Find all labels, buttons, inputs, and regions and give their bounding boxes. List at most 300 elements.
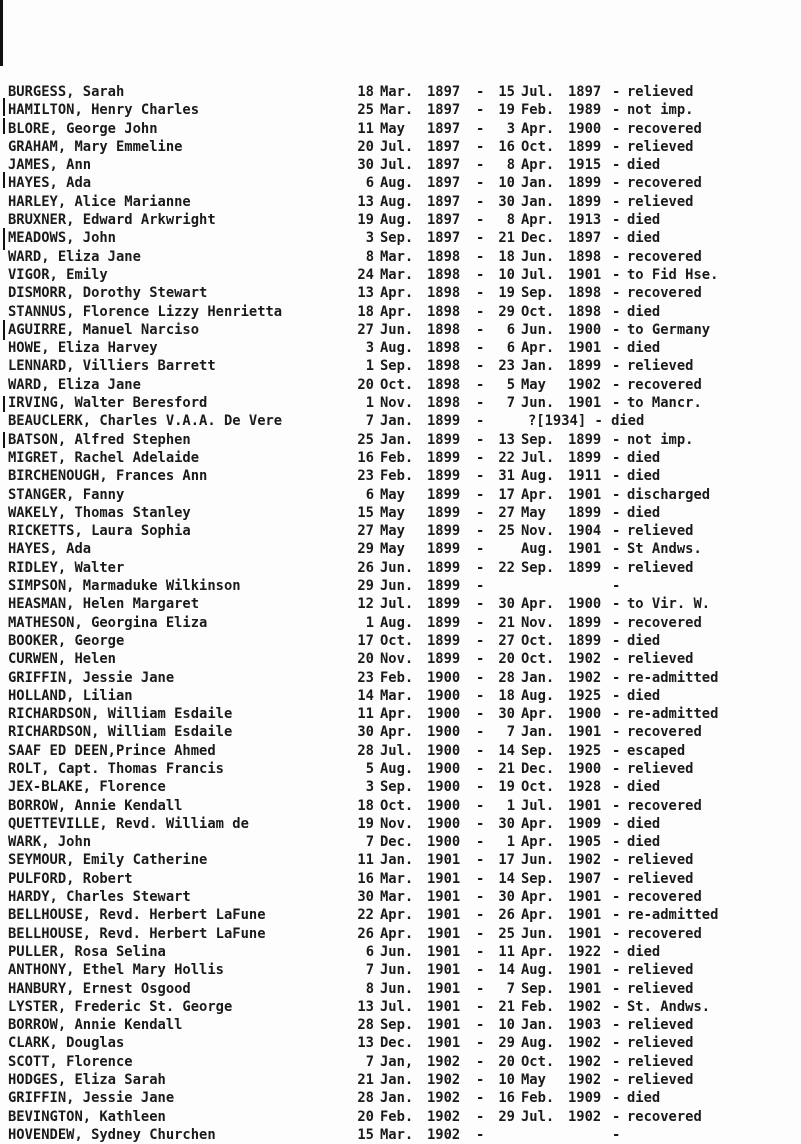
discharge-month: Jun. <box>521 852 555 869</box>
admit-month: May <box>380 486 405 503</box>
patient-name: BORROW, Annie Kendall <box>8 797 183 814</box>
admit-day: 15 <box>357 1126 374 1143</box>
discharge-day: 17 <box>498 486 515 503</box>
outcome-dash: - <box>612 742 621 759</box>
date-range-dash: - <box>476 797 485 814</box>
admit-year: 1901 <box>427 925 461 942</box>
discharge-day: 23 <box>498 358 515 375</box>
discharge-year: 1899 <box>568 431 602 448</box>
table-row <box>0 980 801 998</box>
admit-month: Mar. <box>380 266 414 283</box>
date-range-dash: - <box>476 943 485 960</box>
admit-year: 1899 <box>427 614 461 631</box>
admit-month: Jul. <box>380 596 414 613</box>
discharge-year: 1901 <box>568 962 602 979</box>
discharge-year: 1899 <box>568 614 602 631</box>
date-range-dash: - <box>476 157 485 174</box>
admit-month: Feb. <box>380 449 414 466</box>
admit-month: Sep. <box>380 1017 414 1034</box>
discharge-year: 1902 <box>568 998 602 1015</box>
admit-month: Sep. <box>380 779 414 796</box>
patient-name: SCOTT, Florence <box>8 1053 133 1070</box>
admit-year: 1900 <box>427 797 461 814</box>
discharge-month: Oct. <box>521 632 555 649</box>
table-row <box>0 559 801 577</box>
discharge-year: 1899 <box>568 449 602 466</box>
table-row <box>0 504 801 522</box>
table-row <box>0 595 801 613</box>
patient-name: BEVINGTON, Kathleen <box>8 1108 166 1125</box>
outcome-note: died <box>627 504 661 521</box>
table-row <box>0 760 801 778</box>
discharge-day: 14 <box>498 962 515 979</box>
discharge-year: 1901 <box>568 907 602 924</box>
table-row <box>0 284 801 302</box>
admit-day: 20 <box>357 376 374 393</box>
discharge-month: Jul. <box>521 797 555 814</box>
outcome-note: to Mancr. <box>627 395 702 412</box>
patient-name: GRIFFIN, Jessie Jane <box>8 669 175 686</box>
admit-month: Aug. <box>380 193 414 210</box>
date-range-dash: - <box>476 102 485 119</box>
discharge-day: 20 <box>498 1053 515 1070</box>
outcome-note: recovered <box>627 285 702 302</box>
outcome-note: relieved <box>627 852 694 869</box>
outcome-note: recovered <box>627 614 702 631</box>
admit-day: 11 <box>357 852 374 869</box>
register-table <box>0 83 801 1144</box>
patient-name: BURGESS, Sarah <box>8 84 125 100</box>
discharge-month: Sep. <box>521 285 555 302</box>
outcome-note: relieved <box>627 1017 694 1034</box>
date-range-dash: - <box>476 303 485 320</box>
patient-name: HAYES, Ada <box>8 541 92 558</box>
discharge-day: 1 <box>506 834 515 851</box>
outcome-note: relieved <box>627 523 694 540</box>
discharge-year: 1913 <box>568 212 602 229</box>
table-row <box>0 1034 801 1052</box>
discharge-year: 1901 <box>568 266 602 283</box>
discharge-day: 10 <box>498 266 515 283</box>
discharge-day: 29 <box>498 1035 515 1052</box>
admit-year: 1899 <box>427 651 461 668</box>
admit-day: 28 <box>357 1017 374 1034</box>
admit-month: Jan, <box>380 1053 414 1070</box>
admit-month: Jan. <box>380 1072 414 1089</box>
outcome-note: died <box>627 779 661 796</box>
outcome-dash: - <box>612 614 621 631</box>
patient-name: LYSTER, Frederic St. George <box>8 998 233 1015</box>
discharge-year: 1905 <box>568 834 602 851</box>
discharge-year: 1900 <box>568 596 602 613</box>
date-range-dash: - <box>476 834 485 851</box>
admit-day: 6 <box>365 486 374 503</box>
scan-edge-mark-top <box>0 0 3 66</box>
outcome-dash: - <box>612 943 621 960</box>
discharge-year: 1901 <box>568 980 602 997</box>
discharge-month: Jun. <box>521 248 555 265</box>
outcome-note: recovered <box>627 925 702 942</box>
outcome-note: relieved <box>627 358 694 375</box>
discharge-month: Feb. <box>521 102 555 119</box>
discharge-month: Aug. <box>521 962 555 979</box>
outcome-note: recovered <box>627 889 702 906</box>
discharge-day: 6 <box>506 321 515 338</box>
admit-day: 1 <box>365 614 374 631</box>
outcome-dash: - <box>612 175 621 192</box>
discharge-year: 1899 <box>568 193 602 210</box>
outcome-note: died <box>627 468 661 485</box>
discharge-day: 10 <box>498 1072 515 1089</box>
outcome-note: recovered <box>627 797 702 814</box>
discharge-year: 1901 <box>568 797 602 814</box>
outcome-note: to Germany <box>627 321 711 338</box>
outcome-note: St. Andws. <box>627 998 711 1015</box>
discharge-month: Jun. <box>521 321 555 338</box>
table-row <box>0 266 801 284</box>
discharge-day: 19 <box>498 779 515 796</box>
table-row <box>0 101 801 119</box>
discharge-day: 25 <box>498 523 515 540</box>
outcome-dash: - <box>612 1090 621 1107</box>
discharge-month: Apr. <box>521 834 555 851</box>
date-range-dash: - <box>476 632 485 649</box>
discharge-month: Apr. <box>521 157 555 174</box>
date-range-dash: - <box>476 1053 485 1070</box>
table-row <box>0 577 801 595</box>
admit-month: Jun. <box>380 321 414 338</box>
outcome-note: relieved <box>627 559 694 576</box>
patient-name: MIGRET, Rachel Adelaide <box>8 449 200 466</box>
admit-day: 17 <box>357 632 374 649</box>
date-range-dash: - <box>476 1090 485 1107</box>
date-range-dash: - <box>476 230 485 247</box>
admit-day: 7 <box>365 962 374 979</box>
patient-name: HEASMAN, Helen Margaret <box>8 596 200 613</box>
admit-year: 1899 <box>427 632 461 649</box>
patient-name: BORROW, Annie Kendall <box>8 1017 183 1034</box>
discharge-year: 1901 <box>568 395 602 412</box>
discharge-day: 20 <box>498 651 515 668</box>
admit-month: Jun. <box>380 559 414 576</box>
discharge-day: 1 <box>506 797 515 814</box>
patient-name: HARLEY, Alice Marianne <box>8 193 191 210</box>
discharge-year: 1902 <box>568 1035 602 1052</box>
date-range-dash: - <box>476 431 485 448</box>
date-range-dash: - <box>476 468 485 485</box>
discharge-month: Apr. <box>521 340 555 357</box>
discharge-day: 3 <box>506 120 515 137</box>
admit-month: Nov. <box>380 395 414 412</box>
admit-month: Mar. <box>380 687 414 704</box>
discharge-day: 26 <box>498 907 515 924</box>
discharge-month: Dec. <box>521 230 555 247</box>
date-range-dash: - <box>476 980 485 997</box>
table-row <box>0 376 801 394</box>
admit-year: 1900 <box>427 760 461 777</box>
outcome-note: relieved <box>627 651 694 668</box>
discharge-day: 30 <box>498 815 515 832</box>
date-range-dash: - <box>476 596 485 613</box>
outcome-note: died <box>627 157 661 174</box>
admit-month: Jun. <box>380 980 414 997</box>
admit-day: 7 <box>365 413 374 430</box>
table-row <box>0 925 801 943</box>
table-row <box>0 248 801 266</box>
admit-day: 16 <box>357 870 374 887</box>
admit-year: 1901 <box>427 852 461 869</box>
patient-name: BELLHOUSE, Revd. Herbert LaFune <box>8 925 266 942</box>
table-row <box>0 431 801 449</box>
discharge-year: 1900 <box>568 760 602 777</box>
patient-name: WARD, Eliza Jane <box>8 376 141 393</box>
table-row <box>0 467 801 485</box>
date-range-dash: - <box>476 925 485 942</box>
discharge-year: 1922 <box>568 943 602 960</box>
discharge-month: Jan. <box>521 669 555 686</box>
outcome-note: discharged <box>627 486 711 503</box>
discharge-month: Sep. <box>521 742 555 759</box>
outcome-dash: - <box>612 212 621 229</box>
date-range-dash: - <box>476 962 485 979</box>
patient-name: HAYES, Ada <box>8 175 92 192</box>
discharge-month: Nov. <box>521 523 555 540</box>
date-range-dash: - <box>476 449 485 466</box>
admit-day: 29 <box>357 578 374 595</box>
discharge-year: 1901 <box>568 340 602 357</box>
discharge-day: 30 <box>498 596 515 613</box>
admit-year: 1898 <box>427 248 461 265</box>
admit-day: 28 <box>357 742 374 759</box>
discharge-day: 17 <box>498 852 515 869</box>
admit-day: 7 <box>365 834 374 851</box>
date-range-dash: - <box>476 578 485 595</box>
outcome-dash: - <box>612 449 621 466</box>
patient-name: HAMILTON, Henry Charles <box>8 102 200 119</box>
admit-month: Aug. <box>380 760 414 777</box>
outcome-dash: - <box>612 724 621 741</box>
outcome-dash: - <box>612 1035 621 1052</box>
patient-name: BATSON, Alfred Stephen <box>8 431 191 448</box>
admit-year: 1899 <box>427 449 461 466</box>
discharge-year: 1904 <box>568 523 602 540</box>
outcome-note: relieved <box>627 760 694 777</box>
admit-day: 13 <box>357 1035 374 1052</box>
outcome-dash: - <box>612 760 621 777</box>
patient-name: GRIFFIN, Jessie Jane <box>8 1090 175 1107</box>
admit-year: 1898 <box>427 358 461 375</box>
admit-day: 25 <box>357 431 374 448</box>
table-row <box>0 687 801 705</box>
date-range-dash: - <box>476 852 485 869</box>
outcome-dash: - <box>612 797 621 814</box>
discharge-year: 1902 <box>568 376 602 393</box>
outcome-note: to Vir. W. <box>627 596 711 613</box>
admit-month: Dec. <box>380 834 414 851</box>
admit-year: 1897 <box>427 175 461 192</box>
patient-name: RICKETTS, Laura Sophia <box>8 523 191 540</box>
discharge-year: 1897 <box>568 230 602 247</box>
discharge-year: 1898 <box>568 285 602 302</box>
admit-day: 8 <box>365 980 374 997</box>
date-range-dash: - <box>476 706 485 723</box>
admit-month: Oct. <box>380 797 414 814</box>
admit-day: 6 <box>365 943 374 960</box>
admit-year: 1902 <box>427 1072 461 1089</box>
admit-year: 1899 <box>427 431 461 448</box>
patient-name: STANGER, Fanny <box>8 486 125 503</box>
admit-year: 1899 <box>427 559 461 576</box>
admit-year: 1902 <box>427 1053 461 1070</box>
admit-month: May <box>380 541 405 558</box>
admit-day: 20 <box>357 651 374 668</box>
date-range-dash: - <box>476 907 485 924</box>
table-row <box>0 303 801 321</box>
admit-month: Apr. <box>380 303 414 320</box>
admit-month: Feb. <box>380 1108 414 1125</box>
date-range-dash: - <box>476 266 485 283</box>
admit-month: Apr. <box>380 907 414 924</box>
date-range-dash: - <box>476 1126 485 1143</box>
admit-year: 1901 <box>427 1017 461 1034</box>
admit-month: Aug. <box>380 340 414 357</box>
table-row <box>0 1016 801 1034</box>
outcome-dash: - <box>612 504 621 521</box>
discharge-day: 19 <box>498 285 515 302</box>
outcome-note: died <box>627 449 661 466</box>
outcome-dash: - <box>612 193 621 210</box>
discharge-day: 10 <box>498 175 515 192</box>
table-row <box>0 321 801 339</box>
outcome-dash: - <box>612 907 621 924</box>
discharge-year: 1928 <box>568 779 602 796</box>
admit-day: 18 <box>357 303 374 320</box>
outcome-dash: - <box>612 84 621 100</box>
discharge-month: Sep. <box>521 559 555 576</box>
patient-name: ROLT, Capt. Thomas Francis <box>8 760 224 777</box>
admit-year: 1899 <box>427 468 461 485</box>
admit-year: 1902 <box>427 1090 461 1107</box>
admit-day: 3 <box>365 779 374 796</box>
table-row <box>0 229 801 247</box>
table-row <box>0 888 801 906</box>
patient-name: HODGES, Eliza Sarah <box>8 1072 166 1089</box>
discharge-year: 1902 <box>568 852 602 869</box>
patient-name: HARDY, Charles Stewart <box>8 889 191 906</box>
admit-year: 1897 <box>427 120 461 137</box>
admit-day: 18 <box>357 84 374 100</box>
admit-year: 1902 <box>427 1126 461 1143</box>
outcome-note: relieved <box>627 1072 694 1089</box>
discharge-month: Apr. <box>521 943 555 960</box>
admit-month: Apr. <box>380 724 414 741</box>
date-range-dash: - <box>476 138 485 155</box>
date-range-dash: - <box>476 285 485 302</box>
admit-month: Jun. <box>380 943 414 960</box>
outcome-dash: - <box>612 815 621 832</box>
admit-year: 1899 <box>427 523 461 540</box>
date-range-dash: - <box>476 687 485 704</box>
table-row <box>0 723 801 741</box>
discharge-year: 1900 <box>568 321 602 338</box>
outcome-dash: - <box>612 120 621 137</box>
discharge-year: 1909 <box>568 1090 602 1107</box>
patient-name: RICHARDSON, William Esdaile <box>8 724 233 741</box>
discharge-day: 27 <box>498 504 515 521</box>
discharge-year: 1902 <box>568 669 602 686</box>
outcome-note: died <box>627 1090 661 1107</box>
discharge-year: 1911 <box>568 468 602 485</box>
admit-day: 28 <box>357 1090 374 1107</box>
table-row <box>0 138 801 156</box>
discharge-day: 16 <box>498 1090 515 1107</box>
date-range-dash: - <box>476 523 485 540</box>
admit-year: 1901 <box>427 998 461 1015</box>
discharge-day: 15 <box>498 84 515 100</box>
discharge-month: Jul. <box>521 1108 555 1125</box>
discharge-day: 30 <box>498 889 515 906</box>
discharge-year: 1925 <box>568 687 602 704</box>
patient-name: BOOKER, George <box>8 632 125 649</box>
admit-year: 1900 <box>427 779 461 796</box>
admit-month: Dec. <box>380 1035 414 1052</box>
discharge-month: Jan. <box>521 724 555 741</box>
patient-name: BELLHOUSE, Revd. Herbert LaFune <box>8 907 266 924</box>
outcome-dash: - <box>612 925 621 942</box>
table-row <box>0 669 801 687</box>
admit-month: Oct. <box>380 376 414 393</box>
admit-month: Mar. <box>380 870 414 887</box>
patient-name: RIDLEY, Walter <box>8 559 125 576</box>
table-row <box>0 650 801 668</box>
discharge-month: Aug. <box>521 468 555 485</box>
admit-day: 15 <box>357 504 374 521</box>
discharge-day: 7 <box>506 980 515 997</box>
table-row <box>0 412 801 430</box>
discharge-month: Sep. <box>521 870 555 887</box>
discharge-year: 1898 <box>568 303 602 320</box>
admit-day: 6 <box>365 175 374 192</box>
table-row <box>0 339 801 357</box>
outcome-dash: - <box>612 266 621 283</box>
discharge-month: Jan. <box>521 1017 555 1034</box>
table-row <box>0 522 801 540</box>
patient-name: DISMORR, Dorothy Stewart <box>8 285 208 302</box>
discharge-year: 1899 <box>568 559 602 576</box>
outcome-dash: - <box>612 962 621 979</box>
discharge-month: Jul. <box>521 84 555 100</box>
date-range-dash: - <box>476 998 485 1015</box>
date-range-dash: - <box>476 340 485 357</box>
date-range-dash: - <box>476 1072 485 1089</box>
outcome-dash: - <box>612 1017 621 1034</box>
date-range-dash: - <box>476 504 485 521</box>
date-range-dash: - <box>476 724 485 741</box>
discharge-year: 1901 <box>568 724 602 741</box>
date-range-dash: - <box>476 193 485 210</box>
admit-year: 1901 <box>427 943 461 960</box>
admit-day: 13 <box>357 998 374 1015</box>
admit-year: 1898 <box>427 376 461 393</box>
admit-day: 16 <box>357 449 374 466</box>
admit-year: 1901 <box>427 1035 461 1052</box>
patient-name: QUETTEVILLE, Revd. William de <box>8 815 249 832</box>
outcome-dash: - <box>612 834 621 851</box>
admit-day: 25 <box>357 102 374 119</box>
discharge-day: 8 <box>506 157 515 174</box>
discharge-day: 19 <box>498 102 515 119</box>
discharge-day: 8 <box>506 212 515 229</box>
